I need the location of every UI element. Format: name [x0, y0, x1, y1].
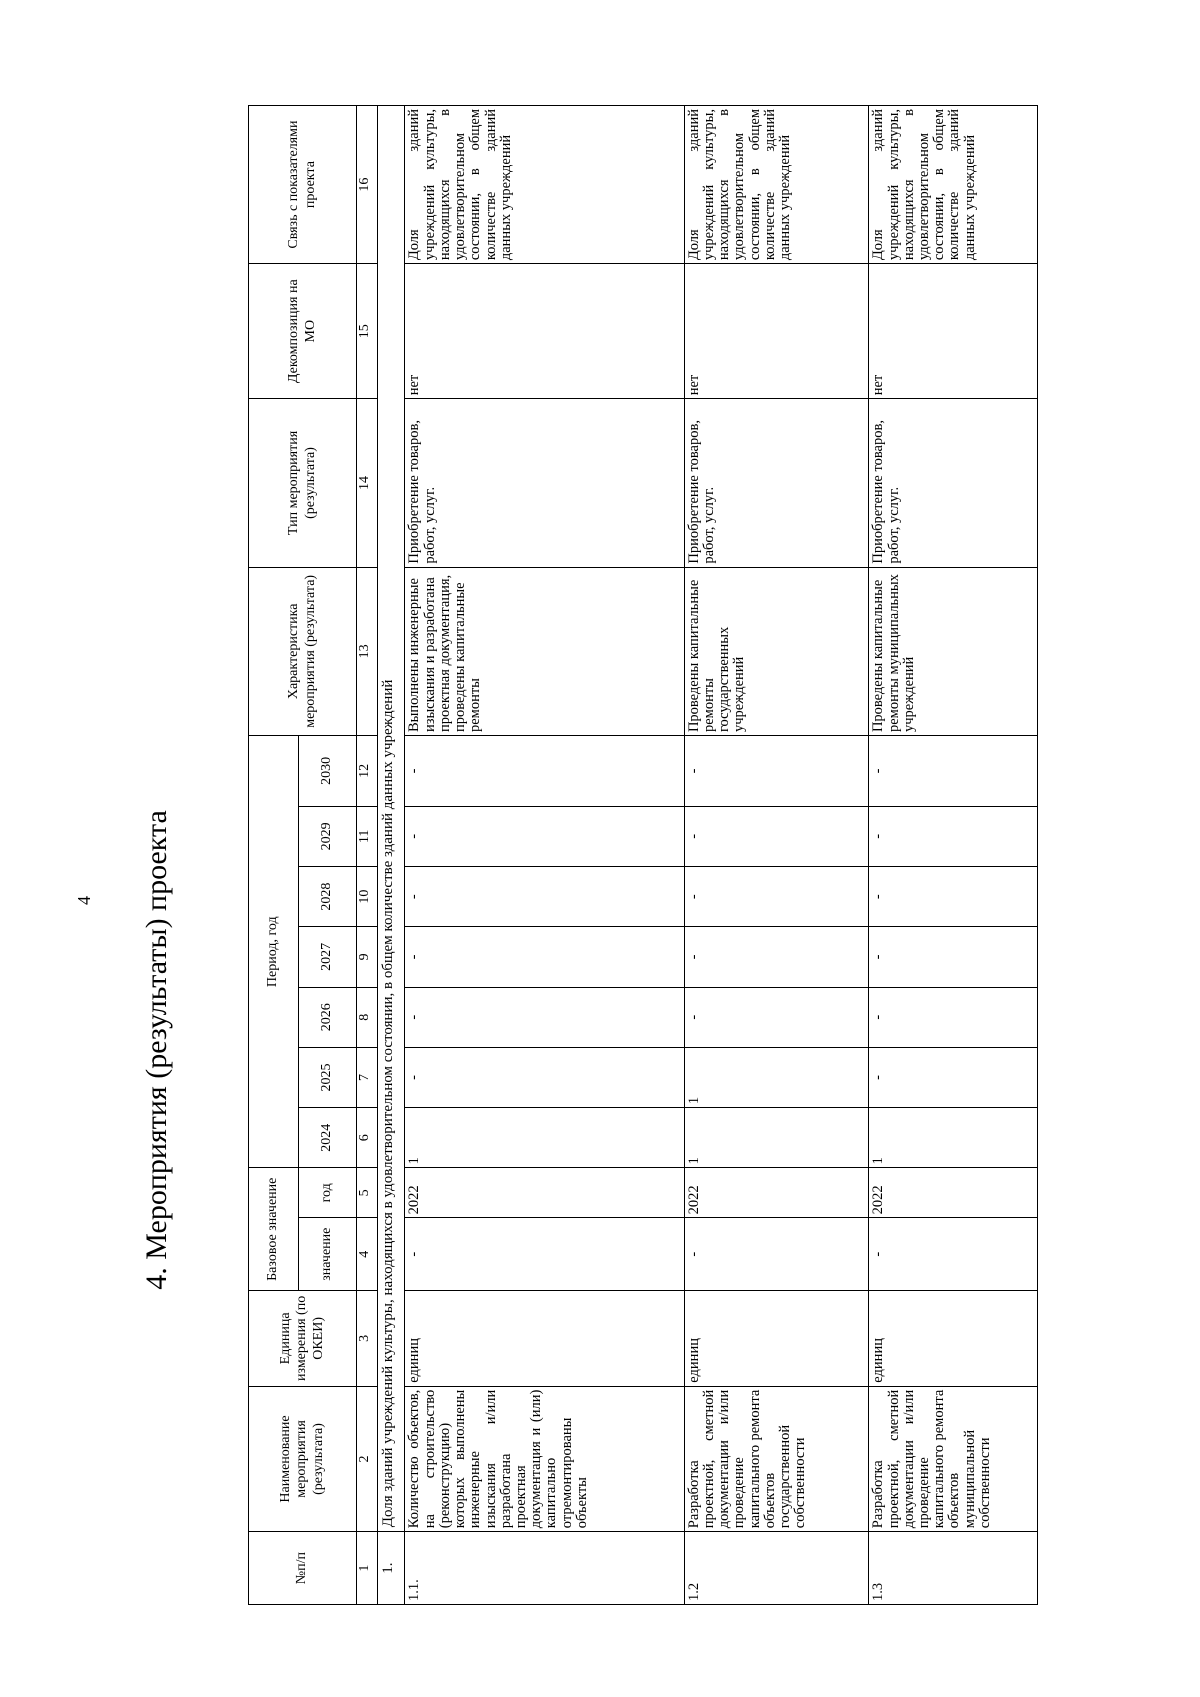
- col-number: 7: [357, 1047, 378, 1107]
- table-rotated-wrap: [248, 105, 1038, 1605]
- row-year-2028: -: [405, 867, 684, 927]
- row-year-2024: 1: [684, 1108, 868, 1168]
- row-year-2026: -: [684, 987, 868, 1047]
- col-number: 5: [357, 1168, 378, 1218]
- row-year-2026: -: [405, 987, 684, 1047]
- row-decomposition: нет: [869, 264, 1038, 399]
- header-char: Характеристика мероприятия (результата): [249, 567, 357, 735]
- header-type: Тип мероприятия (результата): [249, 399, 357, 567]
- row-base-value: -: [684, 1218, 868, 1291]
- header-base: Базовое значение: [249, 1168, 299, 1291]
- row-unit: единиц: [869, 1291, 1038, 1387]
- row-decomposition: нет: [684, 264, 868, 399]
- header-year-2028: 2028: [299, 867, 357, 927]
- row-decomposition: нет: [405, 264, 684, 399]
- row-year-2025: -: [869, 1047, 1038, 1107]
- col-number: 15: [357, 264, 378, 399]
- row-base-value: -: [869, 1218, 1038, 1291]
- header-link: Связь с показателями проекта: [249, 106, 357, 264]
- col-number: 6: [357, 1108, 378, 1168]
- row-year-2027: -: [684, 927, 868, 987]
- row-link: Доля зданий учреждений культуры, находящихся в удовлетворительном состоянии, в общем количестве зданий данных учреждений: [405, 106, 684, 264]
- row-link: Доля зданий учреждений культуры, находящихся в удовлетворительном состоянии, в общем количестве зданий данных учреждений: [684, 106, 868, 264]
- header-year-2030: 2030: [299, 736, 357, 807]
- header-name: Наименование мероприятия (результата): [249, 1386, 357, 1532]
- row-year-2029: -: [684, 806, 868, 866]
- col-number: 14: [357, 399, 378, 567]
- row-year-2030: -: [684, 736, 868, 807]
- row-name: Разработка проектной, сметной документации и/или проведение капитального ремонта объектов государственной собственности: [684, 1386, 868, 1532]
- header-decomp: Декомпозиция на МО: [249, 264, 357, 399]
- table-row: [684, 106, 868, 1605]
- row-year-2029: -: [869, 806, 1038, 866]
- row-name: Разработка проектной, сметной документации и/или проведение капитального ремонта объектов муниципальной собственности: [869, 1386, 1038, 1532]
- row-year-2026: -: [869, 987, 1038, 1047]
- row-base-year: 2022: [869, 1168, 1038, 1218]
- row-year-2028: -: [684, 867, 868, 927]
- row-year-2030: -: [405, 736, 684, 807]
- header-num: №п/п: [249, 1532, 357, 1605]
- row-link: Доля зданий учреждений культуры, находящихся в удовлетворительном состоянии, в общем количестве зданий данных учреждений: [869, 106, 1038, 264]
- row-num: 1.1.: [405, 1532, 684, 1605]
- row-base-value: -: [405, 1218, 684, 1291]
- row-unit: единиц: [405, 1291, 684, 1387]
- col-number: 8: [357, 987, 378, 1047]
- col-number: 13: [357, 567, 378, 735]
- row-base-year: 2022: [405, 1168, 684, 1218]
- row-year-2024: 1: [869, 1108, 1038, 1168]
- row-name: Количество объектов, на строительство (реконструкцию) которых выполнены инженерные изыскания и/или разработана проектная документация и (или) капитально отремонтированы объекты: [405, 1386, 684, 1532]
- row-type: Приобретение товаров, работ, услуг.: [684, 399, 868, 567]
- table-row: [869, 106, 1038, 1605]
- section-row: [378, 106, 405, 1605]
- row-year-2028: -: [869, 867, 1038, 927]
- row-characteristic: Проведены капитальные ремонты государственных учреждений: [684, 567, 868, 735]
- col-number: 12: [357, 736, 378, 807]
- row-num: 1.3: [869, 1532, 1038, 1605]
- header-year-2026: 2026: [299, 987, 357, 1047]
- row-characteristic: Выполнены инженерные изыскания и разработана проектная документация, проведены капитальные ремонты: [405, 567, 684, 735]
- row-year-2027: -: [869, 927, 1038, 987]
- row-unit: единиц: [684, 1291, 868, 1387]
- header-period: Период, год: [249, 736, 299, 1168]
- col-number: 16: [357, 106, 378, 264]
- row-num: 1.2: [684, 1532, 868, 1605]
- row-year-2025: 1: [684, 1047, 868, 1107]
- row-base-year: 2022: [684, 1168, 868, 1218]
- header-year-2029: 2029: [299, 806, 357, 866]
- header-base-year: год: [299, 1168, 357, 1218]
- header-year-2025: 2025: [299, 1047, 357, 1107]
- col-number: 2: [357, 1386, 378, 1532]
- header-unit: Единица измерения (по ОКЕИ): [249, 1291, 357, 1387]
- results-table: [248, 105, 1038, 1605]
- col-number: 11: [357, 806, 378, 866]
- row-year-2030: -: [869, 736, 1038, 807]
- col-number: 1: [357, 1532, 378, 1605]
- header-year-2027: 2027: [299, 927, 357, 987]
- col-number: 9: [357, 927, 378, 987]
- row-characteristic: Проведены капитальные ремонты муниципальных учреждений: [869, 567, 1038, 735]
- row-year-2025: -: [405, 1047, 684, 1107]
- row-year-2024: 1: [405, 1108, 684, 1168]
- section-title: Доля зданий учреждений культуры, находящихся в удовлетворительном состоянии, в общем количестве зданий данных учреждений: [378, 106, 405, 1532]
- page-title: 4. Мероприятия (результаты) проекта: [140, 810, 173, 1290]
- row-type: Приобретение товаров, работ, услуг.: [869, 399, 1038, 567]
- section-num: 1.: [378, 1532, 405, 1605]
- row-type: Приобретение товаров, работ, услуг.: [405, 399, 684, 567]
- header-year-2024: 2024: [299, 1108, 357, 1168]
- row-year-2029: -: [405, 806, 684, 866]
- page-number: 4: [74, 896, 94, 905]
- header-base-value: значение: [299, 1218, 357, 1291]
- row-year-2027: -: [405, 927, 684, 987]
- col-number: 10: [357, 867, 378, 927]
- col-number: 3: [357, 1291, 378, 1387]
- table-row: [405, 106, 684, 1605]
- col-number: 4: [357, 1218, 378, 1291]
- column-numbers-row: [357, 106, 378, 1605]
